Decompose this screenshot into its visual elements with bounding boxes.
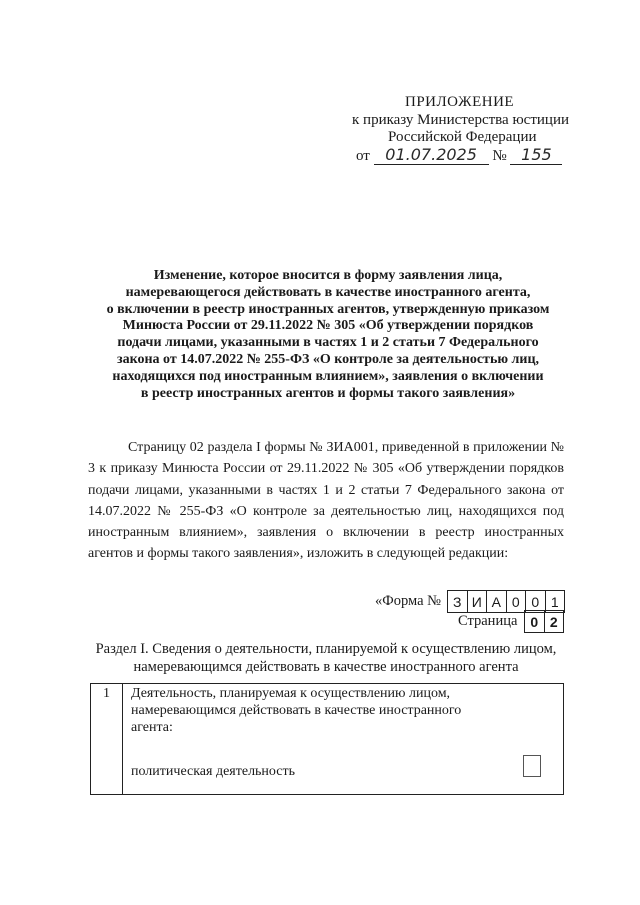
appendix-date-number-line: [356, 145, 562, 165]
number-prefix: №: [492, 148, 507, 164]
activity-table: [90, 683, 564, 795]
page-label: Страница: [458, 613, 518, 629]
row-description-line: агента:: [131, 719, 173, 735]
appendix-order-line: к приказу Министерства юстиции: [352, 112, 569, 128]
document-title: [98, 268, 558, 402]
form-code-cell: А: [486, 590, 507, 613]
section-heading: [88, 640, 564, 676]
form-code-cell: И: [467, 590, 488, 613]
title-line: Минюста России от 29.11.2022 № 305 «Об утверждении порядков: [122, 318, 534, 334]
section-heading-line: Раздел I. Сведения о деятельности, планируемой к осуществлению лицом,: [95, 641, 557, 657]
handwritten-date: 01.07.2025: [374, 145, 489, 165]
title-line: Изменение, которое вносится в форму заявления лица,: [153, 268, 503, 283]
political-activity-checkbox[interactable]: [523, 755, 541, 777]
appendix-title: ПРИЛОЖЕНИЕ: [405, 94, 515, 110]
page-number-grid: [525, 610, 564, 633]
title-line: подачи лицами, указанными в частях 1 и 2 статьи 7 Федерального: [117, 335, 539, 351]
political-activity-label: политическая деятельность: [131, 764, 295, 779]
form-code-cell: 0: [506, 590, 527, 613]
form-number-label: «Форма №: [375, 593, 441, 609]
form-code-cell: 0: [525, 590, 546, 613]
title-line: намеревающегося действовать в качестве иностранного агента,: [125, 284, 531, 300]
form-code-cell: 1: [545, 590, 566, 613]
page-number-cell: 2: [544, 610, 565, 633]
section-heading-line: намеревающимся действовать в качестве иностранного агента: [133, 659, 519, 675]
title-line: закона от 14.07.2022 № 255-ФЗ «О контроле за деятельностью лиц,: [116, 351, 540, 367]
row-number: 1: [91, 684, 123, 794]
appendix-federation-line: Российской Федерации: [388, 129, 537, 145]
form-code-cell: З: [447, 590, 468, 613]
row-description-line: Деятельность, планируемая к осуществлению лицом,: [131, 686, 451, 701]
handwritten-number: 155: [510, 145, 562, 165]
row-description: [131, 686, 491, 736]
page-number-cell: 0: [524, 610, 545, 633]
title-line: о включении в реестр иностранных агентов, утвержденную приказом: [106, 301, 550, 317]
row-description-line: намеревающимся действовать в качестве иностранного: [131, 702, 462, 718]
title-line: находящихся под иностранным влиянием», заявления о включении: [112, 368, 544, 384]
date-prefix: от: [356, 148, 370, 164]
title-line: в реестр иностранных агентов и формы такого заявления»: [140, 385, 516, 401]
body-paragraph: Страницу 02 раздела I формы № ЗИА001, приведенной в приложении № 3 к приказу Минюста России от 29.11.2022 № 305 «Об утверждении порядков подачи лицами, указанными в частях 1 и 2 статьи 7 Федерального закона от 14.07.2022 № 255-ФЗ «О контроле за деятельностью лиц, находящихся под иностранным влиянием», заявления о включении в реестр иностранных агентов и формы такого заявления», изложить в следующей редакции:: [88, 440, 564, 562]
